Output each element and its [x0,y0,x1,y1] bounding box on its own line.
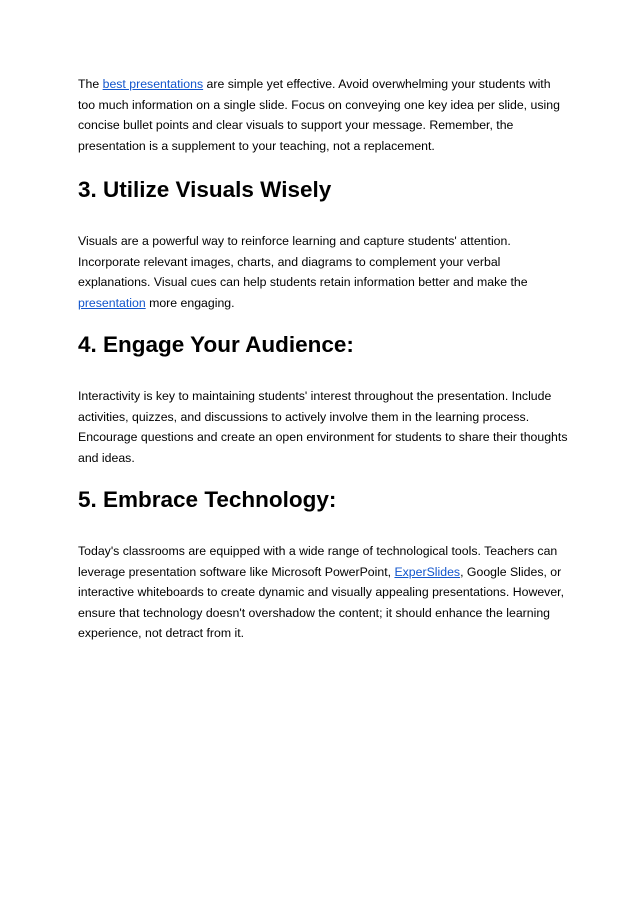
heading-embrace-technology: 5. Embrace Technology: [78,487,337,512]
paragraph-text: Today's classrooms are equipped with a wide range of technological tools. Teachers can leverage presentation software like Microsoft PowerPoint, [78,544,558,579]
paragraph-text: The [78,77,103,91]
paragraph-technology [78,541,568,644]
heading-engage-audience: 4. Engage Your Audience: [78,332,354,357]
document-content [78,74,568,644]
heading-utilize-visuals: 3. Utilize Visuals Wisely [78,177,332,202]
paragraph-visuals [78,231,568,313]
experslides-link[interactable]: ExperSlides [394,564,461,579]
paragraph-best-presentations [78,74,568,156]
paragraph-text: are simple yet effective. Avoid overwhelming your students with too much information on a single slide. Focus on conveying one key idea per slide, using concise bullet points and clear visuals to support your message. Remember, the presentation is a supplement to your teaching, not a replacement. [78,77,560,153]
presentation-link[interactable]: presentation [78,295,146,310]
paragraph-text: , Google Slides, or interactive whiteboards to create dynamic and visually appealing presentations. However, ensure that technology doesn't overshadow the content; it should enhance the learning experience, not detract from it. [78,564,564,640]
best-presentations-link[interactable]: best presentations [102,77,204,91]
paragraph-interactivity: Interactivity is key to maintaining students' interest throughout the presentation. Include activities, quizzes, and discussions to actively involve them in the learning process. Encourage questions and create an open environment for students to share their thoughts and ideas. [78,389,568,465]
paragraph-text: Visuals are a powerful way to reinforce learning and capture students' attention. Incorporate relevant images, charts, and diagrams to complement your verbal explanations. Visual cues can help students retain information better and make the [78,234,528,289]
paragraph-text: more engaging. [145,295,235,310]
